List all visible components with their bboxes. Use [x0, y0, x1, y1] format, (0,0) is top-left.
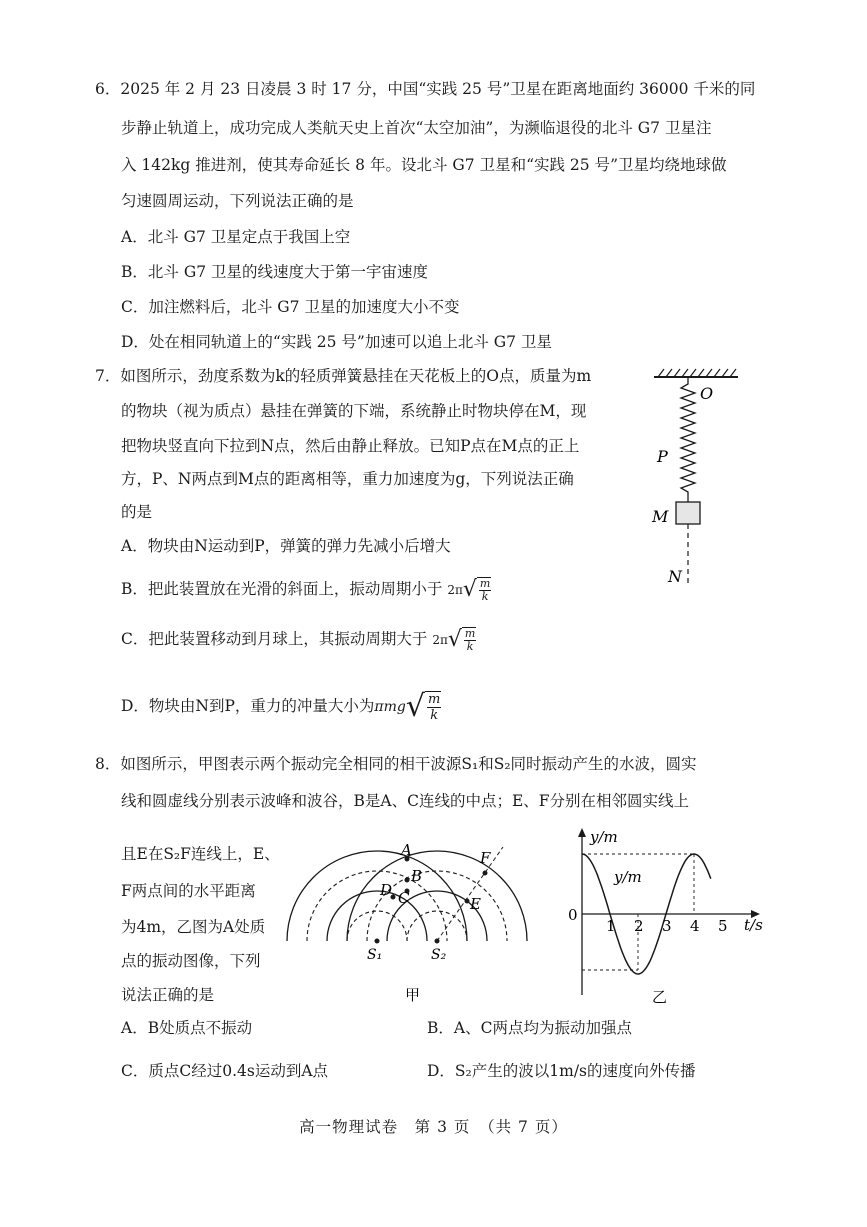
y-axis-arrow	[578, 828, 586, 837]
q6-line-2: 步静止轨道上，成功完成人类航天史上首次“太空加油”，为濒临退役的北斗 G7 卫星注	[121, 119, 712, 137]
q7-option-b-two-pi: 2π	[447, 583, 463, 597]
interference-figure	[285, 835, 540, 1015]
label-c: C	[398, 889, 410, 907]
q8-side-line-5: 说法正确的是	[121, 986, 215, 1004]
q6-line-3: 入 142kg 推进剂，使其寿命延长 8 年。设北斗 G7 卫星和“实践 25 号”卫星均绕地球做	[121, 156, 727, 174]
q8-option-c: C．质点C经过0.4s运动到A点	[121, 1062, 329, 1080]
q6-option-c: C．加注燃料后，北斗 G7 卫星的加速度大小不变	[121, 298, 460, 316]
block-mass	[676, 502, 700, 524]
curve-label: y/m	[614, 868, 642, 886]
y-axis-label: y/m	[590, 828, 618, 846]
q6-line-4: 匀速圆周运动，下列说法正确的是	[121, 192, 354, 210]
q7-option-b	[121, 577, 491, 603]
m-over-k-fraction	[464, 628, 476, 653]
tick-3: 3	[662, 917, 672, 935]
label-n: N	[668, 567, 682, 586]
tick-2: 2	[634, 917, 644, 935]
q6-option-a: A．北斗 G7 卫星定点于我国上空	[121, 228, 351, 246]
spring-figure	[640, 362, 750, 592]
q7-line-4: 方，P、N两点到M点的距离相等，重力加速度为g，下列说法正确	[121, 470, 574, 488]
q8-side-line-1: 且E在S₂F连线上，E、	[121, 845, 280, 863]
label-s1: S₁	[367, 947, 383, 963]
label-b: B	[411, 867, 423, 885]
q7-line-5: 的是	[121, 503, 153, 521]
q6-option-b: B．北斗 G7 卫星的线速度大于第一宇宙速度	[121, 263, 428, 281]
sqrt-sign: √	[447, 627, 462, 652]
vibration-graph	[560, 820, 775, 1010]
sqrt-sign: √	[405, 689, 425, 724]
sqrt-sign: √	[462, 577, 477, 602]
q7-line-2: 的物块（视为质点）悬挂在弹簧的下端，系统静止时物块停在M，现	[121, 402, 587, 420]
q7-option-c-text: C．把此装置移动到月球上，其振动周期大于	[121, 630, 428, 648]
figure-caption-jia: 甲	[405, 986, 421, 1004]
q8-side-line-3: 为4m，乙图为A处质	[121, 918, 266, 936]
q8-option-d: D．S₂产生的波以1m/s的速度向外传播	[427, 1062, 696, 1080]
frac-denominator: k	[430, 708, 439, 723]
q7-option-c	[121, 627, 476, 653]
frac-denominator: k	[481, 590, 489, 603]
figure-caption-yi: 乙	[652, 988, 668, 1006]
tick-1: 1	[606, 917, 616, 935]
label-d: D	[380, 881, 393, 899]
frac-numerator: m	[479, 577, 491, 590]
ceiling-hatch	[658, 369, 736, 377]
label-m: M	[652, 507, 669, 526]
m-over-k-fraction	[427, 692, 441, 723]
q7-option-d	[121, 691, 441, 723]
q7-option-d-pi-mg: πmg	[374, 699, 406, 715]
s1-crests	[287, 851, 467, 941]
q8-option-b: B．A、C两点均为振动加强点	[427, 1019, 632, 1037]
q6-option-d: D．处在相同轨道上的“实践 25 号”加速可以追上北斗 G7 卫星	[121, 333, 552, 351]
q8-side-line-2: F两点间的水平距离	[121, 882, 256, 900]
q8-option-a: A．B处质点不振动	[121, 1019, 253, 1037]
sqrt-bar	[477, 577, 491, 603]
tick-4: 4	[690, 917, 700, 935]
origin-label: 0	[568, 906, 578, 924]
sqrt-bar	[462, 627, 476, 653]
q8-side-line-4: 点的振动图像，下列	[121, 952, 261, 970]
q7-option-a: A．物块由N运动到P，弹簧的弹力先减小后增大	[121, 537, 451, 555]
label-a: A	[401, 841, 412, 859]
q7-line-1: 7．如图所示，劲度系数为k的轻质弹簧悬挂在天花板上的O点，质量为m	[95, 367, 592, 385]
label-o: O	[700, 384, 714, 403]
q6-line-1: 6．2025 年 2 月 23 日凌晨 3 时 17 分，中国“实践 25 号”卫星在距离地面约 36000 千米的同	[95, 80, 756, 98]
page-footer: 高一物理试卷 第 3 页 （共 7 页）	[299, 1118, 568, 1136]
q7-option-d-text: D．物块由N到P，重力的冲量大小为	[121, 697, 375, 715]
q7-line-3: 把物块竖直向下拉到N点，然后由静止释放。已知P点在M点的正上	[121, 437, 580, 455]
frac-numerator: m	[464, 627, 476, 640]
label-p: P	[657, 447, 668, 466]
q7-option-b-text: B．把此装置放在光滑的斜面上，振动周期小于	[121, 580, 443, 598]
label-s2: S₂	[431, 947, 447, 963]
frac-numerator: m	[428, 692, 441, 707]
s2-f-line	[437, 847, 503, 941]
x-axis-label: t/s	[744, 916, 763, 934]
m-over-k-fraction	[479, 578, 491, 603]
label-f: F	[480, 849, 491, 867]
q7-option-c-two-pi: 2π	[432, 633, 448, 647]
sqrt-bar	[425, 691, 441, 723]
tick-5: 5	[718, 917, 728, 935]
q8-line-2: 线和圆虚线分别表示波峰和波谷，B是A、C连线的中点；E、F分别在相邻圆实线上	[121, 792, 690, 810]
label-e: E	[470, 895, 481, 913]
spring-coil	[681, 377, 695, 502]
q8-line-1: 8．如图所示，甲图表示两个振动完全相同的相干波源S₁和S₂同时振动产生的水波，圆实	[95, 755, 697, 773]
s2-crests	[347, 851, 527, 941]
frac-denominator: k	[466, 640, 474, 653]
